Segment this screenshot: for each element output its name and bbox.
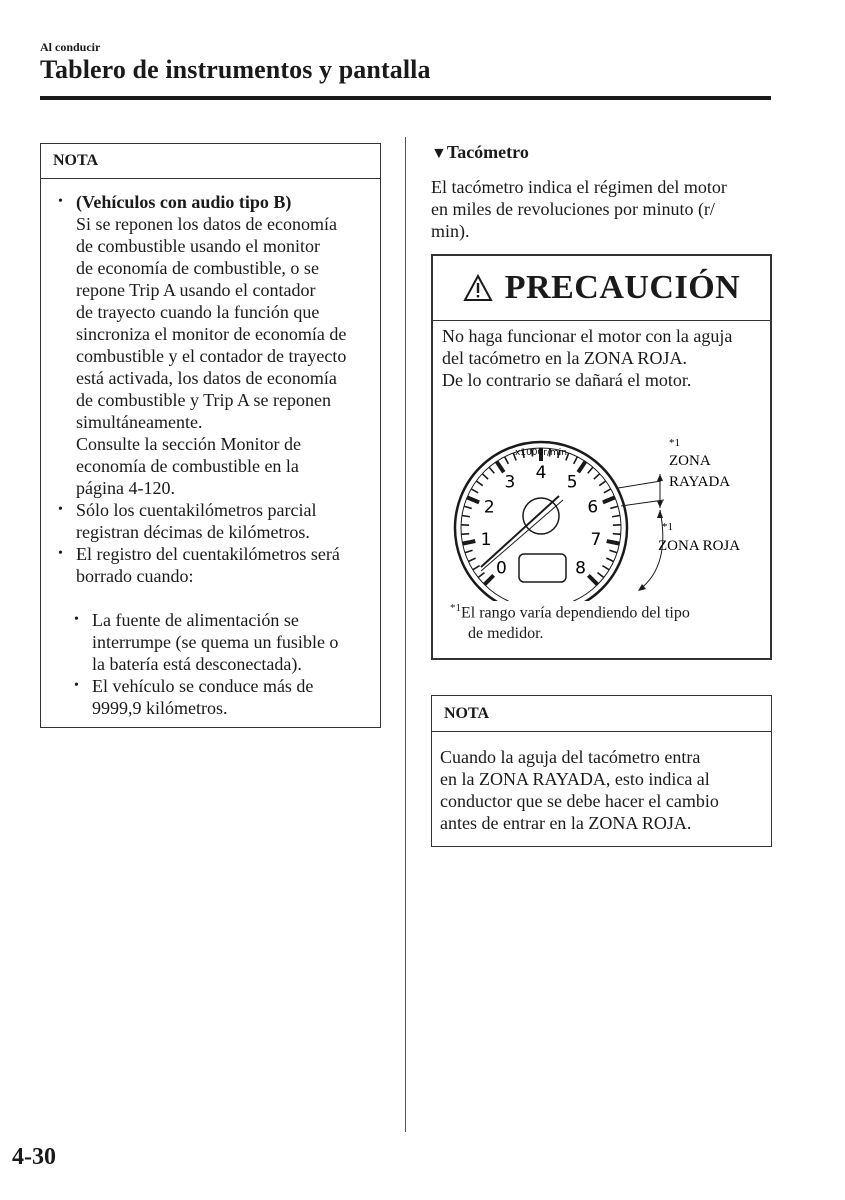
zone-roja-label: ZONA ROJA (658, 538, 741, 554)
gauge-major-tick (588, 575, 597, 584)
text-line: El rango varía dependiendo del tipo (461, 604, 690, 622)
gauge-major-tick (497, 461, 504, 472)
text-line: • La fuente de alimentación se (92, 610, 299, 630)
note-title: NOTA (432, 696, 771, 732)
text-line: la batería está desconectada). (92, 654, 302, 674)
gauge-minor-tick (462, 515, 470, 516)
gauge-major-tick (467, 497, 479, 502)
gauge-minor-tick (594, 474, 600, 479)
list-item (56, 499, 370, 543)
warning-triangle-icon (463, 274, 493, 302)
gauge-major-tick (463, 541, 476, 544)
arrow-up-icon (657, 510, 663, 518)
text-line: repone Trip A usando el contador (76, 280, 316, 300)
gauge-minor-tick (606, 558, 613, 561)
sub-list-item (56, 675, 370, 719)
gauge-numbers (481, 463, 602, 579)
list-item (56, 543, 370, 587)
gauge-minor-tick (465, 550, 473, 552)
gauge-number-3: 3 (504, 472, 516, 493)
page-number: 4-30 (12, 1144, 56, 1170)
gauge-minor-tick (468, 558, 475, 561)
arrow-up-icon (657, 474, 663, 481)
gauge-minor-tick (604, 489, 611, 493)
text-line: economía de combustible en la (76, 456, 299, 476)
section-name: Al conducir (40, 40, 101, 54)
note-box-left (40, 143, 381, 728)
zone-leader-line (618, 481, 661, 488)
text-line: Consulte la sección Monitor de (76, 434, 301, 454)
text-line: en la ZONA RAYADA, esto indica al (440, 769, 710, 789)
text-line: 9999,9 kilómetros. (92, 698, 228, 718)
gauge-minor-tick (482, 474, 488, 479)
footnote-marker: *1 (450, 602, 461, 614)
column-divider (405, 137, 406, 1132)
text-line: sincroniza el monitor de economía de (76, 324, 347, 344)
text-line: borrado cuando: (76, 566, 194, 586)
gauge-hub (523, 498, 559, 534)
note-title: NOTA (41, 144, 380, 179)
gauge-minor-tick (574, 457, 578, 464)
gauge-minor-tick (588, 467, 593, 473)
gauge-minor-tick (602, 566, 609, 570)
text-line: combustible y el contador de trayecto (76, 346, 347, 366)
triangle-down-icon: ▼ (431, 145, 447, 162)
footnote-marker: *1 (669, 437, 680, 449)
gauge-minor-tick (612, 515, 620, 516)
gauge-minor-tick (478, 573, 484, 578)
zone-leader-line (621, 500, 664, 506)
header-rule (40, 96, 771, 100)
text-line: • Sólo los cuentakilómetros parcial (76, 500, 317, 520)
text-line: simultáneamente. (76, 412, 203, 432)
gauge-minor-tick (613, 534, 621, 535)
caution-footnote (450, 598, 760, 644)
text-line: Cuando la aguja del tacómetro entra (440, 747, 701, 767)
gauge-number-1: 1 (480, 529, 492, 550)
page-title: Tablero de instrumentos y pantalla (40, 55, 431, 84)
gauge-minor-tick (609, 550, 617, 552)
text-line: min). (431, 221, 470, 241)
text-line: No haga funcionar el motor con la aguja (442, 326, 733, 346)
text-line: • El registro del cuentakilómetros será (76, 544, 340, 564)
text-line: conductor que se debe hacer el cambio (440, 791, 719, 811)
text-line: en miles de revoluciones por minuto (r/ (431, 199, 715, 219)
note-body (41, 179, 380, 719)
gauge-number-6: 6 (587, 497, 599, 518)
gauge-major-tick (607, 541, 620, 544)
note-body (432, 732, 771, 834)
sub-list-item (56, 609, 370, 675)
tachometer-diagram (449, 426, 769, 601)
gauge-number-0: 0 (495, 558, 507, 579)
footnote-marker: *1 (662, 521, 673, 533)
text-line: De lo contrario se dañará el motor. (442, 370, 692, 390)
text-line: • El vehículo se conduce más de (92, 676, 314, 696)
text-line: registran décimas de kilómetros. (76, 522, 310, 542)
text-line: Si se reponen los datos de economía (76, 214, 337, 234)
gauge-minor-tick (476, 481, 482, 486)
gauge-number-8: 8 (575, 558, 587, 579)
gauge-minor-tick (489, 467, 494, 473)
text-line: del tacómetro en la ZONA ROJA. (442, 348, 687, 368)
gauge-major-tick (484, 575, 493, 584)
text-line: de medidor. (468, 625, 544, 643)
tacometro-text (431, 176, 771, 242)
gauge-minor-tick (464, 506, 472, 508)
gauge-major-tick (603, 497, 615, 502)
caution-header (433, 256, 770, 321)
text-line: de combustible y Trip A se reponen (76, 390, 331, 410)
text-line: El tacómetro indica el régimen del motor (431, 177, 727, 197)
gauge-display-window (519, 554, 566, 582)
gauge-minor-tick (473, 566, 480, 570)
note-box-right (431, 695, 772, 847)
gauge-minor-tick (461, 534, 469, 535)
text-line: de economía de combustible, o se (76, 258, 319, 278)
caution-text (433, 321, 770, 391)
gauge-number-5: 5 (566, 472, 578, 493)
gauge-minor-tick (505, 457, 509, 464)
text-line: interrumpe (se quema un fusible o (92, 632, 339, 652)
text-line: página 4-120. (76, 478, 175, 498)
gauge-number-2: 2 (483, 497, 495, 518)
text-line: antes de entrar en la ZONA ROJA. (440, 813, 692, 833)
gauge-minor-tick (471, 489, 478, 493)
list-item-heading: • (Vehículos con audio tipo B) (76, 192, 292, 212)
tacometro-heading (431, 142, 529, 163)
caution-title: PRECAUCIÓN (504, 269, 741, 306)
gauge-minor-tick (610, 506, 618, 508)
text-line: está activada, los datos de economía (76, 368, 337, 388)
arrow-down-icon (657, 501, 663, 508)
gauge-minor-tick (599, 481, 605, 486)
gauge-number-7: 7 (590, 529, 602, 550)
tacometro-heading-text: Tacómetro (446, 142, 529, 162)
zone-rayada-label-1: ZONA (669, 453, 711, 469)
text-line: de combustible usando el monitor (76, 236, 320, 256)
text-line: de trayecto cuando la función que (76, 302, 320, 322)
gauge-minor-tick (598, 573, 604, 578)
gauge-number-4: 4 (535, 463, 547, 483)
gauge-unit-label: x1000r/min (515, 448, 567, 458)
zone-rayada-label-2: RAYADA (669, 474, 731, 490)
list-item (56, 191, 370, 499)
gauge-major-tick (578, 461, 585, 472)
